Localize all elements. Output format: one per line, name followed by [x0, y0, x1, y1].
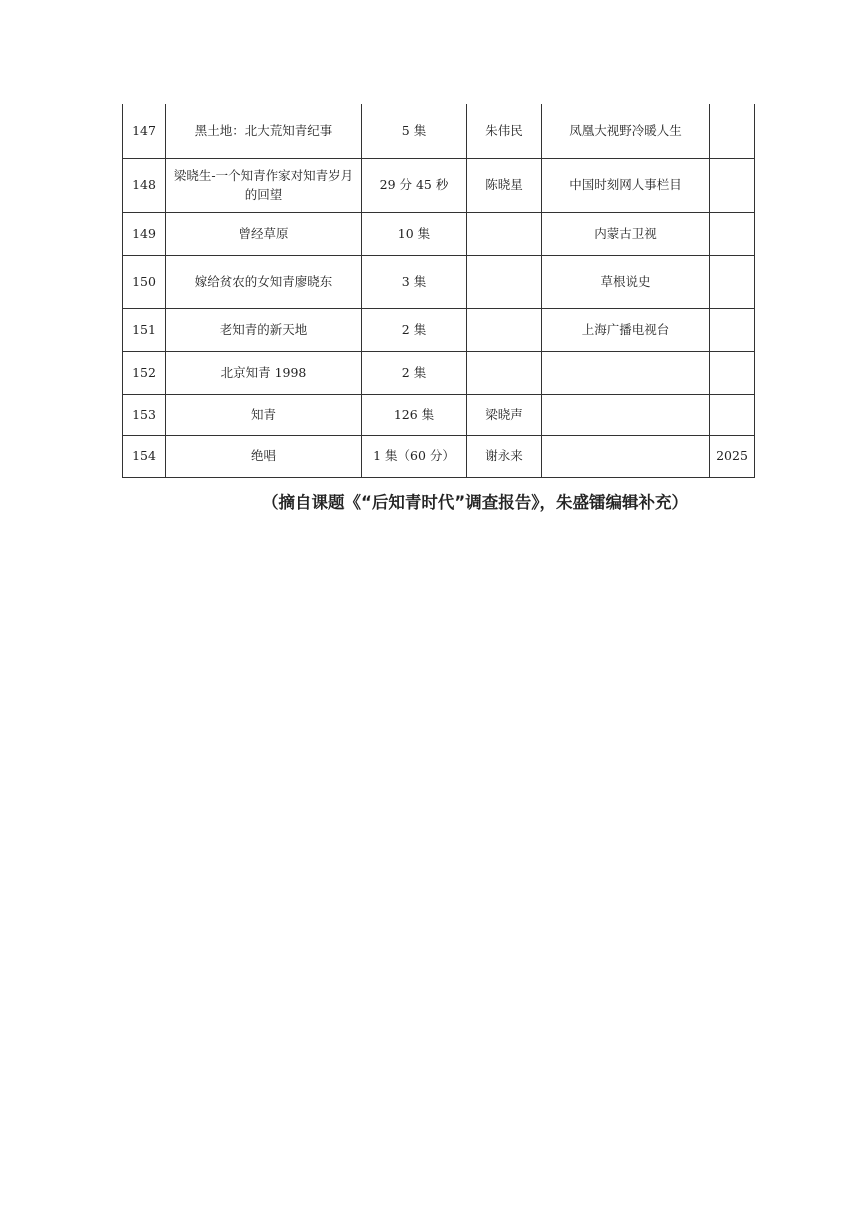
- cell-number: 153: [123, 394, 166, 435]
- cell-person: 谢永来: [467, 435, 542, 477]
- cell-title: 梁晓生-一个知青作家对知青岁月的回望: [166, 158, 362, 212]
- cell-title: 绝唱: [166, 435, 362, 477]
- table-row: [123, 435, 755, 477]
- cell-length: 3 集: [362, 255, 467, 308]
- cell-number: 154: [123, 435, 166, 477]
- cell-number: 149: [123, 212, 166, 255]
- table-row: [123, 255, 755, 308]
- table-row: [123, 104, 755, 158]
- cell-length: 10 集: [362, 212, 467, 255]
- cell-person: [467, 255, 542, 308]
- cell-person: [467, 351, 542, 394]
- cell-title: 曾经草原: [166, 212, 362, 255]
- table-row: [123, 308, 755, 351]
- cell-length: 2 集: [362, 351, 467, 394]
- cell-year: [710, 212, 755, 255]
- cell-person: [467, 308, 542, 351]
- cell-source: 中国时刻网人事栏目: [542, 158, 710, 212]
- cell-year: [710, 394, 755, 435]
- cell-length: 5 集: [362, 104, 467, 158]
- cell-title: 北京知青 1998: [166, 351, 362, 394]
- cell-length: 126 集: [362, 394, 467, 435]
- cell-source: 内蒙古卫视: [542, 212, 710, 255]
- table-row: [123, 394, 755, 435]
- cell-year: [710, 351, 755, 394]
- source-caption: （摘自课题《“后知青时代”调查报告》，朱盛镭编辑补充）: [262, 493, 688, 512]
- cell-title: 黑土地：北大荒知青纪事: [166, 104, 362, 158]
- cell-number: 150: [123, 255, 166, 308]
- table-row: [123, 158, 755, 212]
- cell-person: 陈晓星: [467, 158, 542, 212]
- cell-year: [710, 255, 755, 308]
- cell-length: 1 集（60 分）: [362, 435, 467, 477]
- cell-source: 草根说史: [542, 255, 710, 308]
- table-row: [123, 351, 755, 394]
- cell-number: 148: [123, 158, 166, 212]
- cell-source: [542, 394, 710, 435]
- cell-source: [542, 351, 710, 394]
- cell-number: 152: [123, 351, 166, 394]
- cell-year: [710, 308, 755, 351]
- cell-title: 嫁给贫农的女知青廖晓东: [166, 255, 362, 308]
- table-row: [123, 212, 755, 255]
- cell-year: 2025: [710, 435, 755, 477]
- cell-length: 29 分 45 秒: [362, 158, 467, 212]
- cell-title: 知青: [166, 394, 362, 435]
- cell-title: 老知青的新天地: [166, 308, 362, 351]
- cell-source: 上海广播电视台: [542, 308, 710, 351]
- cell-source: 凤凰大视野冷暖人生: [542, 104, 710, 158]
- cell-year: [710, 104, 755, 158]
- cell-number: 151: [123, 308, 166, 351]
- cell-number: 147: [123, 104, 166, 158]
- cell-length: 2 集: [362, 308, 467, 351]
- cell-person: 梁晓声: [467, 394, 542, 435]
- cell-person: 朱伟民: [467, 104, 542, 158]
- cell-person: [467, 212, 542, 255]
- cell-year: [710, 158, 755, 212]
- records-table: [122, 104, 755, 478]
- cell-source: [542, 435, 710, 477]
